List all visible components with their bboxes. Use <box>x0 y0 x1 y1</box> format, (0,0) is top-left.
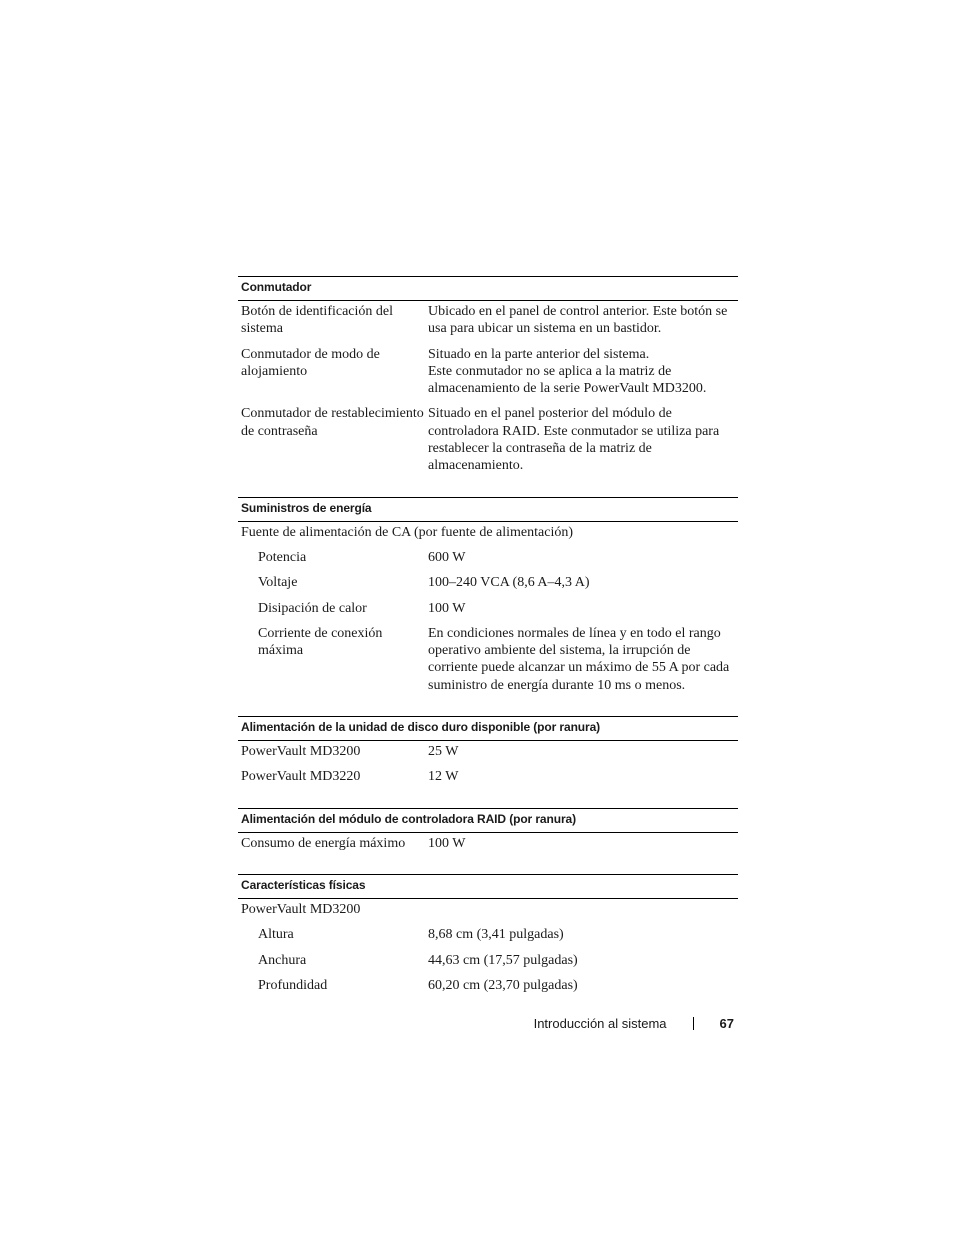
row-label: Altura <box>258 927 294 943</box>
row-label: Voltaje <box>258 575 298 591</box>
section-body-alimentacion-raid <box>238 833 738 874</box>
section-body-suministros <box>238 522 738 716</box>
row-label: Conmutador de modo de alojamiento <box>241 346 380 379</box>
row-label: Potencia <box>258 549 307 565</box>
row-value: Ubicado en el panel de control anterior. Este botón se usa para ubicar un sistema en un bastidor. <box>428 304 728 337</box>
row-value: 25 W <box>428 744 459 760</box>
table-row <box>238 975 738 1000</box>
table-row <box>238 598 738 623</box>
spec-table <box>238 276 738 1016</box>
row-value: 44,63 cm (17,57 pulgadas) <box>428 952 578 968</box>
section-heading-alimentacion-disco: Alimentación de la unidad de disco duro disponible (por ranura) <box>238 716 738 741</box>
page-footer <box>500 1016 738 1031</box>
row-value: 12 W <box>428 769 459 785</box>
row-label: PowerVault MD3200 <box>241 744 361 760</box>
row-label: Profundidad <box>258 977 328 993</box>
table-row <box>238 301 738 344</box>
row-value: 8,68 cm (3,41 pulgadas) <box>428 927 564 943</box>
row-label: Disipación de calor <box>258 600 367 616</box>
row-value: Situado en la parte anterior del sistema. Este conmutador no se aplica a la matriz de almacenamiento de la serie PowerVault MD3200. <box>428 346 707 397</box>
table-row <box>238 924 738 949</box>
table-row <box>238 899 738 924</box>
table-row <box>238 403 738 480</box>
table-row <box>238 623 738 700</box>
table-row <box>238 572 738 597</box>
row-label: Conmutador de restablecimiento de contraseña <box>241 406 424 439</box>
section-heading-caracteristicas: Características físicas <box>238 874 738 899</box>
table-row <box>238 833 738 858</box>
table-row <box>238 344 738 404</box>
section-heading-conmutador: Conmutador <box>238 276 738 301</box>
row-group-label: PowerVault MD3200 <box>241 901 361 917</box>
footer-divider <box>693 1017 694 1030</box>
row-value: 100 W <box>428 835 466 851</box>
row-label: Botón de identificación del sistema <box>241 304 394 337</box>
row-label: PowerVault MD3220 <box>241 769 361 785</box>
table-row <box>238 741 738 766</box>
table-row <box>238 766 738 791</box>
row-value: En condiciones normales de línea y en todo el rango operativo ambiente del sistema, la irrupción de corriente puede alcanzar un máximo de 55 A por cada suministro de energía durante 10 ms o menos. <box>428 625 730 693</box>
section-heading-alimentacion-raid: Alimentación del módulo de controladora RAID (por ranura) <box>238 808 738 833</box>
section-heading-suministros: Suministros de energía <box>238 497 738 522</box>
row-label: Consumo de energía máximo <box>241 835 406 851</box>
row-value: 60,20 cm (23,70 pulgadas) <box>428 977 578 993</box>
row-value: 100–240 VCA (8,6 A–4,3 A) <box>428 575 590 591</box>
row-group-label: Fuente de alimentación de CA (por fuente de alimentación) <box>241 524 573 540</box>
section-body-conmutador <box>238 301 738 497</box>
row-value: 100 W <box>428 600 466 616</box>
section-body-caracteristicas <box>238 899 738 1016</box>
page-number: 67 <box>719 1016 734 1031</box>
row-value: Situado en el panel posterior del módulo de controladora RAID. Este conmutador se utiliza para restablecer la contraseña de la matriz de almacenamiento. <box>428 406 720 474</box>
table-row <box>238 522 738 547</box>
chapter-title: Introducción al sistema <box>533 1016 667 1031</box>
row-label: Corriente de conexión máxima <box>258 625 383 659</box>
table-row <box>238 547 738 572</box>
table-row <box>238 950 738 975</box>
row-value: 600 W <box>428 549 466 565</box>
row-label: Anchura <box>258 952 307 968</box>
section-body-alimentacion-disco <box>238 741 738 808</box>
